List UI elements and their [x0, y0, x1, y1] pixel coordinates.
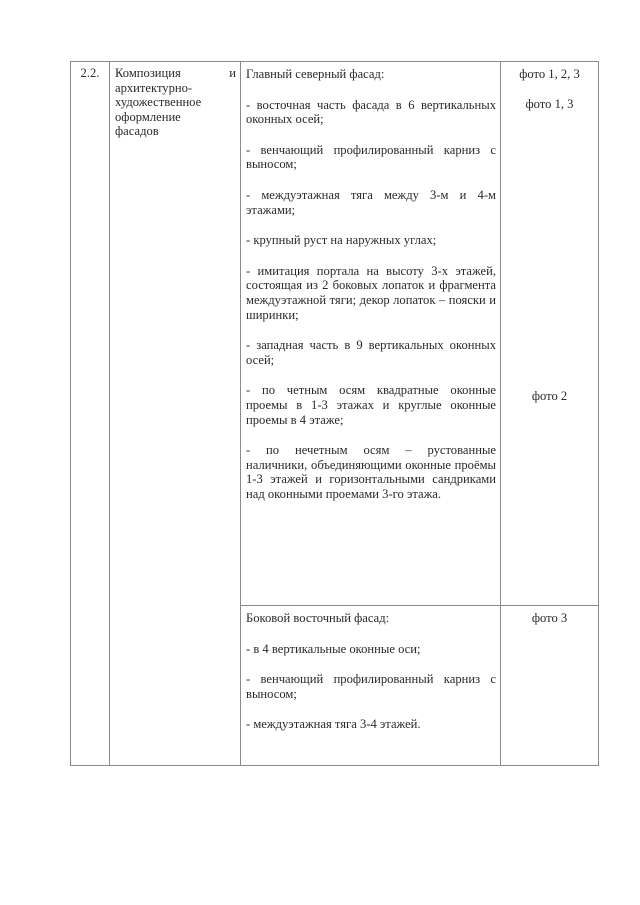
main-facade-item-5: - имитация портала на высоту 3-х этажей, состоящая из 2 боковых лопаток и фрагмента междуэтажной тяги; декор лопаток – пояски и ширинки;: [246, 263, 496, 322]
subject-text: [115, 66, 236, 139]
side-facade-item-3: - междуэтажная тяга 3-4 этажей.: [246, 717, 421, 732]
subject-word-composition: Композиция: [115, 66, 181, 80]
subject-word-and: и: [229, 66, 236, 80]
main-facade-item-7: - по четным осям квадратные оконные проемы в 1-3 этажах и круглые оконные проемы в 4 этаже;: [246, 383, 496, 427]
table-row-main-facade: [71, 62, 599, 606]
photo-ref-3: фото 2: [531, 389, 568, 404]
photo-ref-1: фото 1, 2, 3: [519, 67, 580, 81]
facade-description-table: [70, 61, 599, 766]
subject-line-5: фасадов: [115, 124, 159, 139]
main-facade-heading: Главный северный фасад:: [246, 67, 385, 81]
main-facade-item-2: - венчающий профилированный карниз с выносом;: [246, 142, 496, 172]
item-number-cell: [71, 62, 110, 766]
subject-cell: [110, 62, 241, 766]
main-facade-photo-cell: [501, 62, 599, 606]
main-facade-item-4: - крупный руст на наружных углах;: [246, 233, 437, 248]
photo-ref-2: фото 1, 3: [525, 96, 574, 111]
subject-line-2: архитектурно-: [115, 80, 193, 95]
subject-line-3: художественное: [115, 95, 202, 110]
main-facade-item-6: - западная часть в 9 вертикальных оконных осей;: [246, 338, 496, 367]
subject-line-1: [115, 66, 236, 81]
side-facade-description-cell: [241, 606, 501, 766]
main-facade-description-cell: [241, 62, 501, 606]
main-facade-item-1: - восточная часть фасада в 6 вертикальных оконных осей;: [246, 97, 496, 127]
side-facade-item-1: - в 4 вертикальные оконные оси;: [246, 641, 421, 656]
photo-ref-4: фото 3: [531, 611, 568, 625]
side-facade-item-2: - венчающий профилированный карниз с выносом;: [246, 672, 496, 701]
main-facade-item-8: - по нечетным осям – рустованные наличники, объединяющими оконные проёмы 1-3 этажей и горизонтальными сандриками над оконными проемами 3-го этажа.: [246, 443, 496, 501]
item-number: 2.2.: [80, 66, 100, 80]
main-facade-item-3: - междуэтажная тяга между 3-м и 4-м этажами;: [246, 187, 496, 217]
subject-line-4: оформление: [115, 109, 181, 124]
side-facade-photo-cell: [501, 606, 599, 766]
side-facade-heading: Боковой восточный фасад:: [246, 611, 390, 625]
